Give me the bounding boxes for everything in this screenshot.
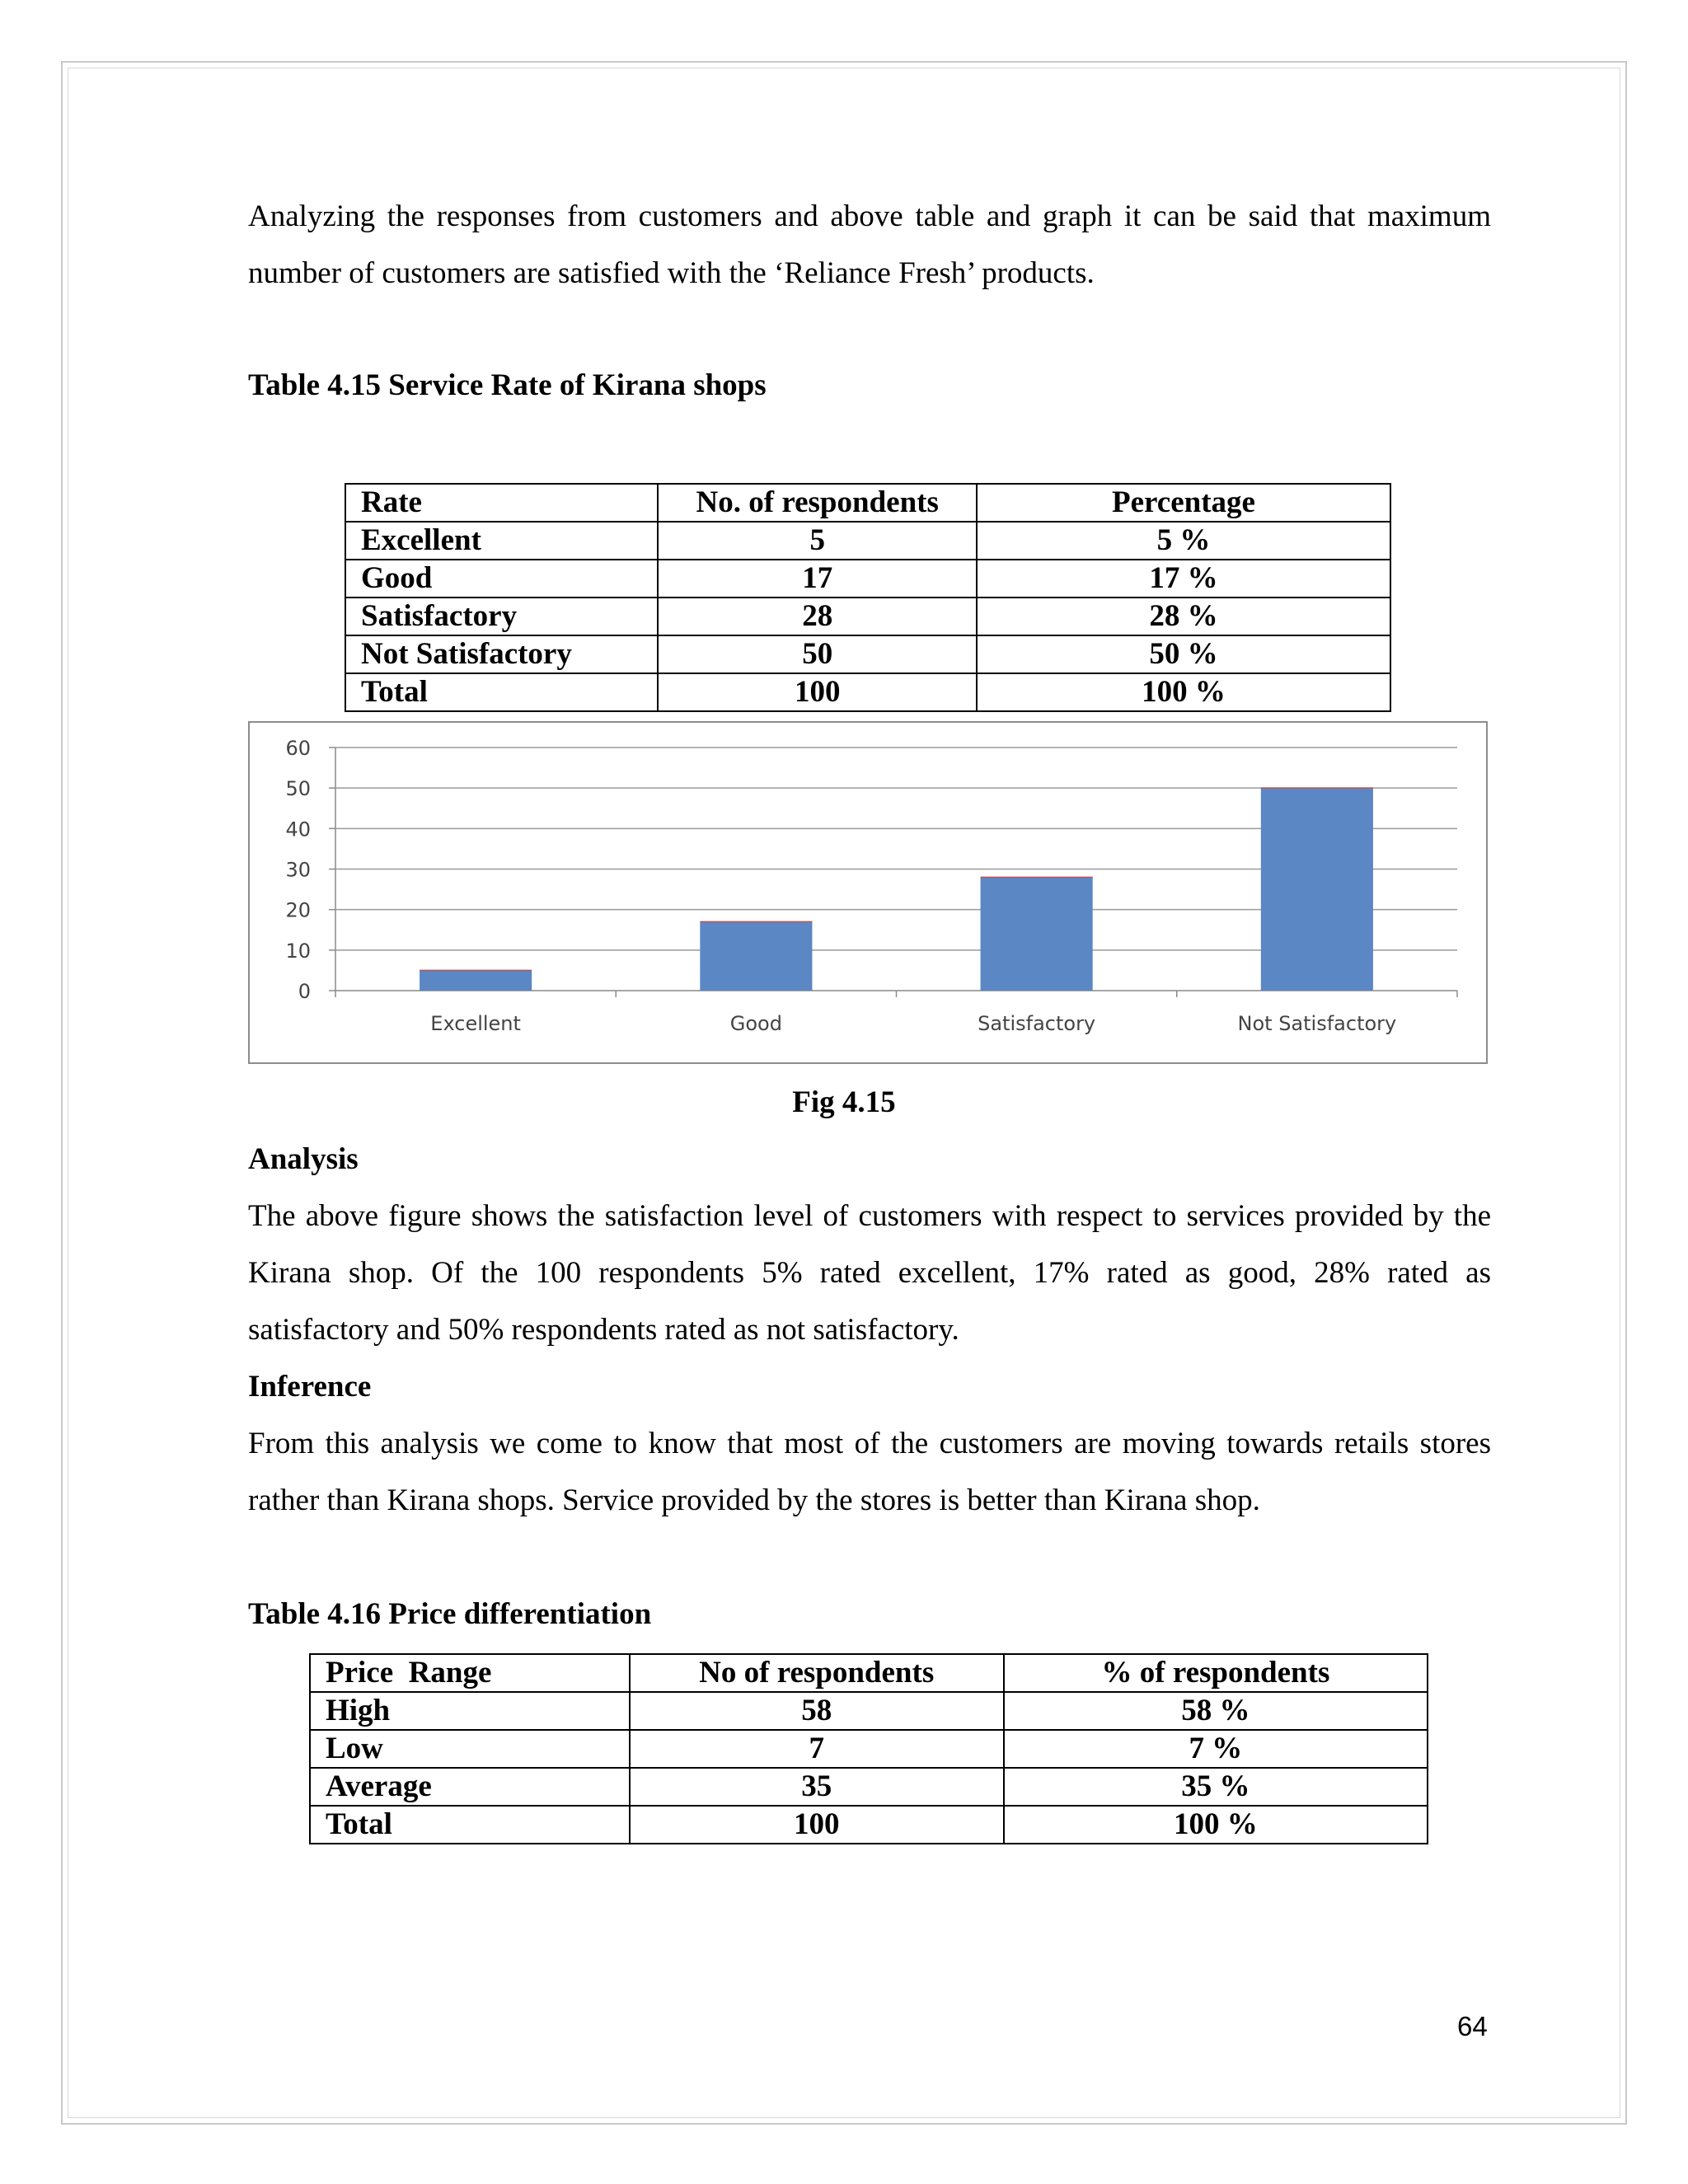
table-cell: Excellent bbox=[345, 522, 658, 560]
analysis-paragraph: The above figure shows the satisfaction level of customers with respect to services provided by the Kirana shop. Of the 100 respondents 5% rated excellent, 17% rated as good, 28% rated as satisfactory and 50% respondents rated as not satisfactory. bbox=[248, 1199, 1491, 1347]
y-tick-label: 40 bbox=[285, 818, 311, 841]
page-number: 64 bbox=[1457, 2011, 1488, 2041]
table-4-15-title: Table 4.15 Service Rate of Kirana shops bbox=[248, 368, 767, 402]
table-cell: 28 % bbox=[977, 598, 1390, 635]
table-cell: 7 % bbox=[1004, 1730, 1428, 1768]
table-row bbox=[310, 1730, 1428, 1768]
y-tick-label: 60 bbox=[285, 737, 311, 760]
table-cell: 7 bbox=[630, 1730, 1004, 1768]
table-cell: Low bbox=[310, 1730, 630, 1768]
x-tick-label: Not Satisfactory bbox=[1237, 1012, 1397, 1035]
x-tick-label: Excellent bbox=[430, 1012, 521, 1035]
table-row bbox=[345, 560, 1390, 598]
table-cell: 50 bbox=[658, 635, 976, 673]
table-cell: 28 bbox=[658, 598, 976, 635]
table-4-16-title: Table 4.16 Price differentiation bbox=[248, 1597, 652, 1631]
bar bbox=[420, 970, 532, 991]
table-cell: Good bbox=[345, 560, 658, 598]
x-tick-label: Satisfactory bbox=[978, 1012, 1096, 1035]
header-cell: Rate bbox=[345, 484, 658, 522]
price-differentiation-table bbox=[309, 1653, 1428, 1844]
table-cell: Total bbox=[345, 673, 658, 711]
table-cell: 58 % bbox=[1004, 1692, 1428, 1730]
bar-chart bbox=[250, 723, 1486, 1062]
x-tick-label: Good bbox=[729, 1012, 782, 1035]
table-cell: 100 bbox=[630, 1806, 1004, 1844]
table-cell: Satisfactory bbox=[345, 598, 658, 635]
header-cell: % of respondents bbox=[1004, 1654, 1428, 1692]
table-cell: 100 % bbox=[977, 673, 1390, 711]
header-cell: No of respondents bbox=[630, 1654, 1004, 1692]
table-cell: 100 % bbox=[1004, 1806, 1428, 1844]
table-cell: High bbox=[310, 1692, 630, 1730]
table-cell: Not Satisfactory bbox=[345, 635, 658, 673]
table-row bbox=[310, 1692, 1428, 1730]
y-tick-label: 50 bbox=[285, 777, 311, 801]
inference-paragraph: From this analysis we come to know that most of the customers are moving towards retails stores rather than Kirana shops. Service provided by the stores is better than Kirana shop. bbox=[248, 1427, 1491, 1517]
table-row bbox=[310, 1806, 1428, 1844]
table-cell: 17 bbox=[658, 560, 976, 598]
y-tick-label: 30 bbox=[285, 858, 311, 882]
table-cell: 5 % bbox=[977, 522, 1390, 560]
table-row bbox=[345, 673, 1390, 711]
table-cell: 58 bbox=[630, 1692, 1004, 1730]
table-cell: Total bbox=[310, 1806, 630, 1844]
figure-caption: Fig 4.15 bbox=[792, 1085, 896, 1119]
table-cell: 17 % bbox=[977, 560, 1390, 598]
inference-heading: Inference bbox=[248, 1370, 372, 1404]
chart-frame bbox=[248, 721, 1488, 1064]
table-cell: 50 % bbox=[977, 635, 1390, 673]
table-header-row bbox=[345, 484, 1390, 522]
y-tick-label: 20 bbox=[285, 898, 311, 922]
service-rate-table bbox=[345, 483, 1391, 712]
table-cell: 5 bbox=[658, 522, 976, 560]
table-cell: Average bbox=[310, 1768, 630, 1806]
analysis-heading: Analysis bbox=[248, 1142, 359, 1176]
header-cell: Percentage bbox=[977, 484, 1390, 522]
table-cell: 35 bbox=[630, 1768, 1004, 1806]
table-row bbox=[345, 635, 1390, 673]
table-row bbox=[310, 1768, 1428, 1806]
y-tick-label: 0 bbox=[298, 980, 311, 1003]
table-row bbox=[345, 522, 1390, 560]
table-cell: 100 bbox=[658, 673, 976, 711]
bar bbox=[1261, 788, 1373, 991]
y-tick-label: 10 bbox=[285, 939, 311, 963]
table-cell: 35 % bbox=[1004, 1768, 1428, 1806]
table-row bbox=[345, 598, 1390, 635]
header-cell: No. of respondents bbox=[658, 484, 976, 522]
bar bbox=[700, 921, 812, 991]
intro-paragraph: Analyzing the responses from customers and above table and graph it can be said that maximum number of customers are satisfied with the ‘Reliance Fresh’ products. bbox=[248, 199, 1491, 290]
table-header-row bbox=[310, 1654, 1428, 1692]
bar bbox=[981, 877, 1093, 991]
header-cell: Price Range bbox=[310, 1654, 630, 1692]
